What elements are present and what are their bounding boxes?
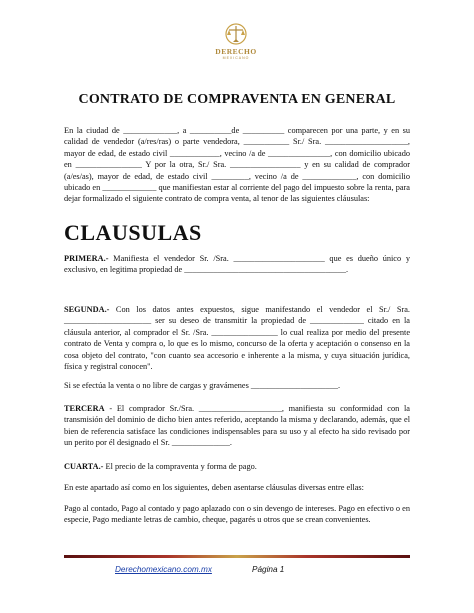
clause-primera — [64, 253, 410, 276]
footer-page-number: Página 1 — [252, 565, 285, 574]
document-title: CONTRATO DE COMPRAVENTA EN GENERAL — [78, 92, 396, 107]
clause-segunda-text: Con los datos antes expuestos, sigue manifestando el vendedor el Sr./ Sra. _____________________ ser su deseo de transmitir la propiedad de _____________ citado en la cláusula anterior, al comprador el Sr. /Sra. ________________ lo cual realiza por medio del presente contrato de Venta y compra o, lo que es lo mismo, concurso de la oferta y aceptación o consenso en la cosa objeto del contrato, "con cuanto sea accesorio e inherente a la misma, y cuya situación jurídica, física y registral conocen". — [64, 305, 410, 372]
clause-segunda — [64, 304, 410, 372]
scales-of-justice-icon — [221, 22, 251, 48]
clause-cuarta — [64, 461, 410, 472]
clauses-heading: CLAUSULAS — [64, 220, 202, 245]
clause-segunda-label: SEGUNDA.- — [64, 305, 110, 314]
footer-website-link[interactable]: Derechomexicano.com.mx — [115, 565, 212, 574]
apartado-paragraph: En este apartado así como en los siguientes, deben asentarse cláusulas diversas entre ellas: — [64, 483, 364, 492]
pago-paragraph: Pago al contado, Pago al contado y pago aplazado con o sin devengo de intereses. Pago en efectivo o en especie, Pago mediante letras de cambio, cheque, pagarés u otros que se crean convenientes. — [64, 504, 410, 525]
clause-tercera — [64, 403, 410, 449]
intro-paragraph: En la ciudad de _____________, a __________de __________ comparecen por una parte, y en su calidad de vendedor (a/res/ras) o parte vendedora, ___________ Sr./ Sra. ____________________, mayor de edad, de estado civil ____________, vecino /a de _______________, con domicilio ubicado en ________________ Y por la otra, Sr./ Sra. _________________ y en su calidad de comprador (a/es/as), mayor de edad, de estado civil _________, vecino /a de _____________, con domicilio ubicado en _____________ que manifiestan estar al corriente del pago del impuesto sobre la renta, para dejar formalizado el siguiente contrato de compra venta, al tenor de las siguientes cláusulas: — [64, 126, 410, 204]
clause-tercera-label: TERCERA — [64, 404, 105, 413]
clause-cuarta-label: CUARTA.- — [64, 462, 104, 471]
logo-name: DERECHO — [215, 47, 257, 56]
derecho-mexicano-logo — [208, 22, 264, 66]
clause-primera-label: PRIMERA.- — [64, 254, 109, 263]
footer-divider — [64, 555, 410, 558]
clause-tercera-text: - El comprador Sr./Sra. ____________________, manifiesta su conformidad con la transmisión del dominio de dicho bien antes referido, aceptando la misma y declarando, además, que el bien de referencia satisface las condiciones indispensables para su uso y al efecto ha sido revisado por un perito por él designado el Sr. ______________. — [64, 404, 410, 448]
cargas-paragraph: Si se efectúa la venta o no libre de cargas y gravámenes _____________________. — [64, 381, 341, 390]
clause-cuarta-text: El precio de la compraventa y forma de pago. — [103, 462, 257, 471]
logo-subtitle: MEXICANO — [222, 56, 250, 60]
clause-primera-text: Manifiesta el vendedor Sr. /Sra. ______________________ que es dueño único y exclusivo, en legitima propiedad de _______________________________________. — [64, 254, 410, 275]
